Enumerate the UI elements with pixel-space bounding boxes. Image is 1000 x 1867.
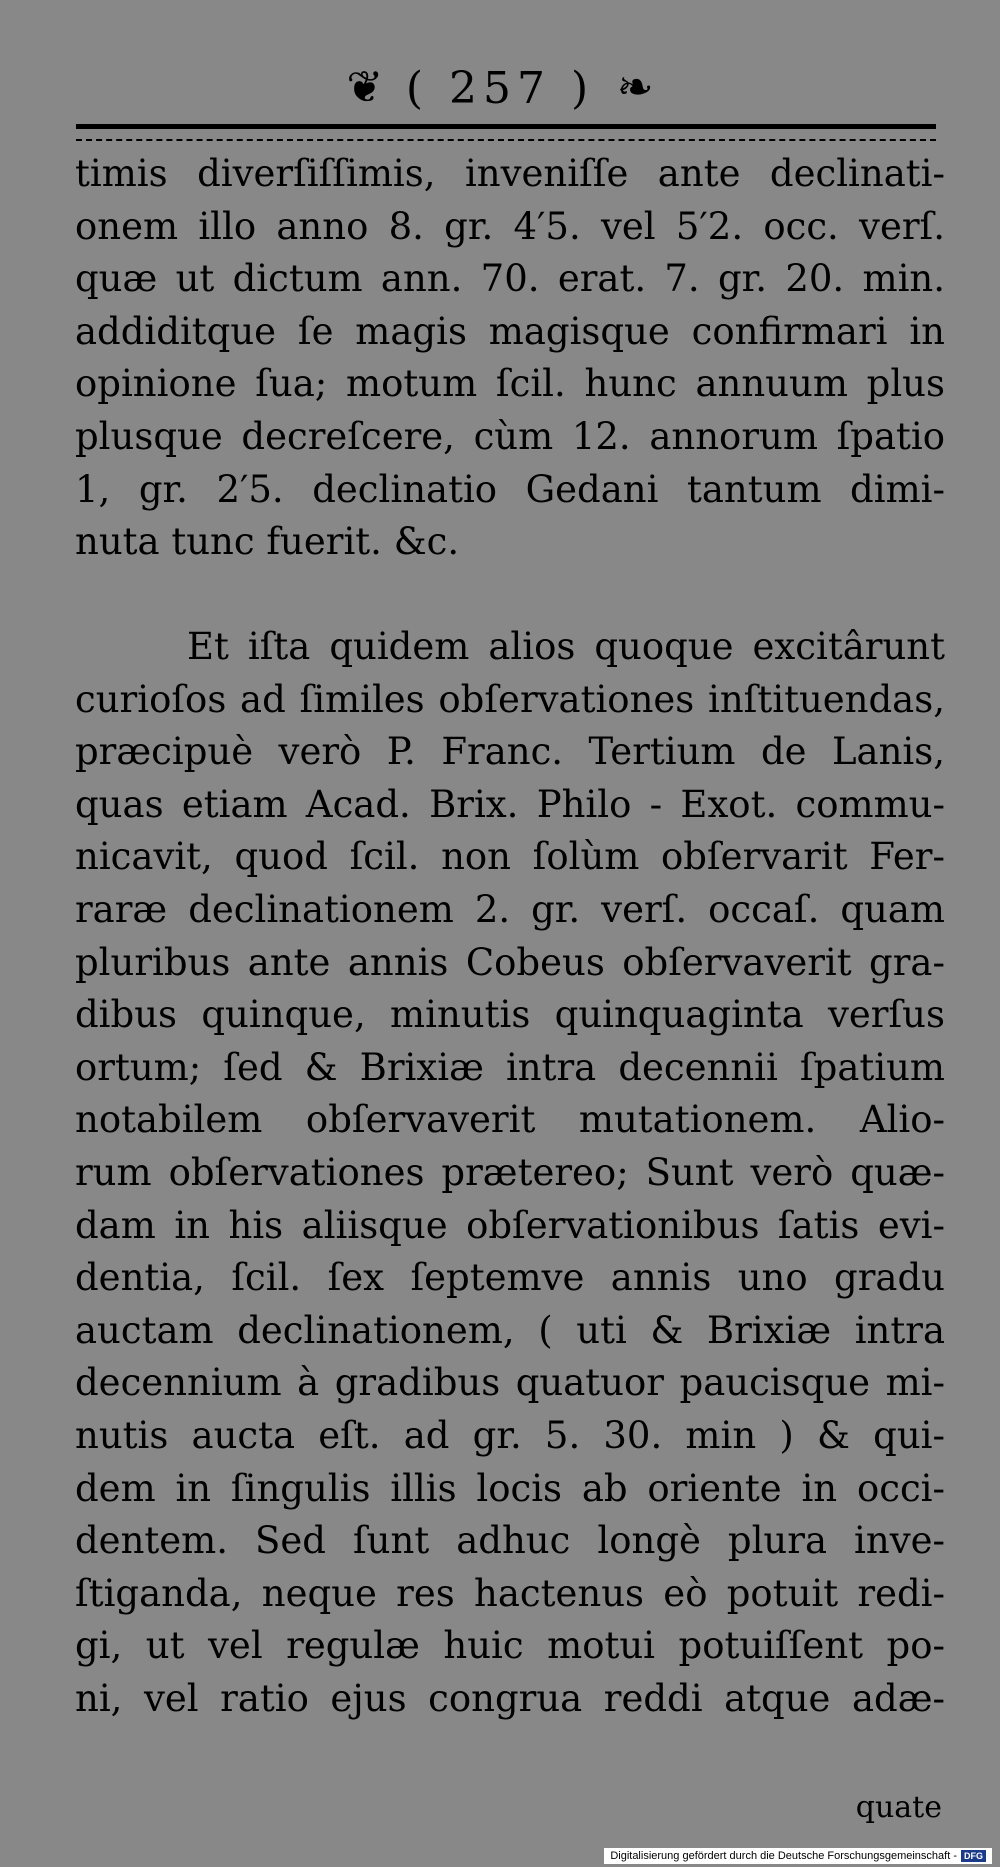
text-line: opinione ſua; motum ſcil. hunc annuum plus [75,362,945,406]
text-line: auctam declinationem, ( uti & Brixiæ intra [75,1308,945,1352]
text-line: pluribus ante annis Cobeus obſervaverit gra- [75,940,945,984]
text-line: Et iſta quidem alios quoque excitârunt [187,625,945,668]
text-line: dibus quinque, minutis quinquaginta verſus [75,993,945,1037]
page-number: ( 257 ) [405,62,595,114]
paragraph-main [75,621,945,1725]
right-fleuron-icon: ❧ [616,62,654,113]
text-line: quæ ut dictum ann. 70. erat. 7. gr. 20. min. [75,257,945,301]
left-fleuron-icon: ❦ [346,62,384,113]
paragraph-continued [75,148,945,569]
text-line: quas etiam Acad. Brix. Philo - Exot. commu- [75,782,945,826]
text-line: timis diverſiſſimis, inveniſſe ante declinati- [75,152,945,195]
text-line: curioſos ad ſimiles obſervationes inſtituendas, [75,677,945,721]
text-line: ni, vel ratio ejus congrua reddi atque adæ- [75,1676,945,1720]
text-line: addiditque ſe magis magisque confirmari in [75,309,945,353]
text-line: ſtiganda, neque res hactenus eò potuit redi- [75,1571,945,1615]
text-line: onem illo anno 8. gr. 4′5. vel 5′2. occ. verſ. [75,204,945,248]
text-line: notabilem obſervaverit mutationem. Alio- [75,1098,945,1142]
text-line: dentem. Sed ſunt adhuc longè plura inve- [75,1519,945,1563]
text-line: nutis aucta eſt. ad gr. 5. 30. min ) & qui- [75,1413,945,1457]
footer-text: Digitalisierung gefördert durch die Deutsche Forschungsgemeinschaft - [610,1850,957,1862]
text-line: rum obſervationes prætereo; Sunt verò quæ- [75,1150,945,1194]
text-line: nuta tunc fuerit. &c. [75,520,460,564]
text-line: gi, ut vel regulæ huic motui potuiſſent po- [75,1624,945,1668]
text-line: præcipuè verò P. Franc. Tertium de Lanis, [75,730,945,774]
dfg-logo-icon: DFG [961,1850,986,1862]
running-header [0,58,1000,118]
text-line: plusque decreſcere, cùm 12. annorum ſpatio [75,414,945,458]
text-line: nicavit, quod ſcil. non ſolùm obſervarit Fer- [75,835,945,879]
digitization-footer [604,1848,992,1864]
text-line: decennium à gradibus quatuor paucisque mi- [75,1361,945,1405]
text-line: dem in ſingulis illis locis ab oriente in occi- [75,1466,945,1510]
text-line: ortum; ſed & Brixiæ intra decennii ſpatium [75,1045,945,1089]
text-line: dam in his aliisque obſervationibus ſatis evi- [75,1203,945,1247]
header-rule [76,124,936,141]
text-line: dentia, ſcil. ſex ſeptemve annis uno gradu [75,1256,945,1300]
text-line: 1, gr. 2′5. declinatio Gedani tantum dimi- [75,467,945,511]
catchword: quate [855,1790,942,1825]
text-line: raræ declinationem 2. gr. verſ. occaſ. quam [75,887,945,931]
